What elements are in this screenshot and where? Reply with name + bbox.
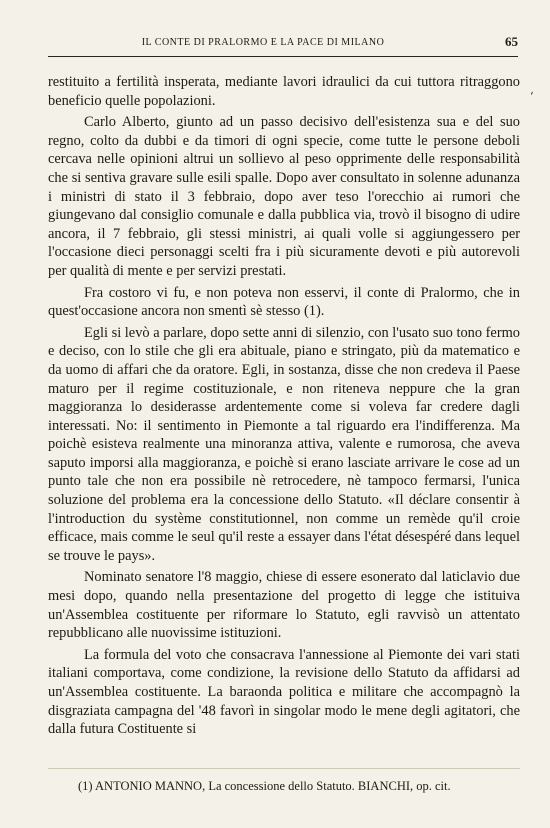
footnote: (1) ANTONIO MANNO, La concessione dello Statuto. BIANCHI, op. cit. — [78, 779, 451, 793]
body-text — [48, 73, 520, 742]
paragraph-1: restituito a fertilità insperata, mediante lavori idraulici da cui tuttora ritraggono beneficio quelle popolazioni. — [48, 74, 520, 109]
paragraph-4: Egli si levò a parlare, dopo sette anni di silenzio, con l'usato suo tono fermo e deciso, con lo stile che gli era abituale, piano e stringato, più da matematico e da uomo di affari che da oratore. Egli, in sostanza, disse che non credeva il Paese maturo per il regime costituzionale, e non riteneva neppure che la gran maggioranza lo desiderasse ardentemente come si voleva far credere dagli interessati. No: il sentimento in Piemonte a tal riguardo era l'indifferenza. Ma poichè esisteva realmente una minoranza attiva, valente e rumorosa, che aveva saputo imporsi alla maggioranza, e poichè si erano lasciate arrivare le cose ad un punto tale che non era possibile nè retrocedere, nè tampoco fermarsi, l'unica soluzione del problema era la concessione dello Statuto. «Il déclare consentir à l'introduction du système constitutionnel, non comme un remède qu'il croie efficace, mais comme le seul qu'il reste a essayer dans l'état désespéré dans lequel se trouve le pays». — [48, 324, 520, 564]
paragraph-3: Fra costoro vi fu, e non poteva non esservi, il conte di Pralormo, che in quest'occasione ancora non smentì sè stesso (1). — [48, 284, 520, 320]
paragraph-2: Carlo Alberto, giunto ad un passo decisivo dell'esistenza sua e del suo regno, colto da dubbi e da timori di ogni specie, come tutte le persone deboli cercava nelle opinioni altrui un sollievo al peso opprimente delle responsabilità che si sentiva gravare sulle esili spalle. Dopo aver consultato in solenne adunanza i ministri di stato il 3 febbraio, dopo aver teso l'orecchio ai rumori che giungevano dal consiglio comunale e dalla pubblica via, trovò il bisogno di udire ancora, il 7 febbraio, gli stessi ministri, ai quali volle si aggiungessero per l'occasione dieci personaggi scelti fra i più sicuramente devoti e più autorevoli per qualità di mente e per servizi prestati. — [48, 114, 520, 279]
margin-mark: ‘ — [530, 90, 534, 103]
header-rule — [48, 56, 518, 57]
page-header — [48, 36, 518, 54]
page-number: 65 — [505, 34, 518, 49]
paragraph-6: La formula del voto che consacrava l'annessione al Piemonte dei vari stati italiani comportava, come condizione, la revisione dello Statuto da affidarsi ad un'Assemblea costituente. La baraonda politica e militare che accompagnò la disgraziata campagna del '48 favorì in singolar modo le mene degli agitatori, che dalla futura Costituente si — [48, 646, 520, 738]
footnote-rule — [48, 768, 520, 769]
running-head: IL CONTE DI PRALORMO E LA PACE DI MILANO — [141, 37, 385, 48]
paragraph-5: Nominato senatore l'8 maggio, chiese di essere esonerato dal laticlavio due mesi dopo, quando nella presentazione del progetto di legge che istituiva un'Assemblea costituente per riformare lo Statuto, egli ravvisò un attentato repubblicano alle nuovissime istituzioni. — [48, 569, 520, 642]
